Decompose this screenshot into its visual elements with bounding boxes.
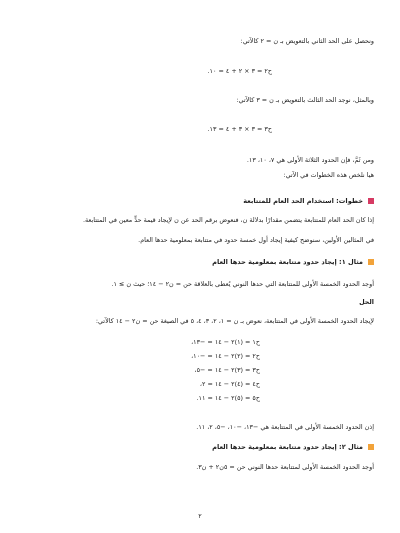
orange-square-bullet-icon	[368, 444, 374, 450]
paragraph-substitution: لإيجاد الحدود الخمسة الأولى في المتتابعة، نعوض بـ ن = ١، ٢، ٣، ٤، ٥ في الصيغة حن = ن٢ − ١٤ كالآتي:	[95, 317, 374, 325]
example-heading-2	[212, 442, 374, 452]
equation-term-3: ح٣ = (٣)٢ − ١٤ = −٥،	[194, 366, 260, 374]
paragraph-examples-intro: في المثالين الأولين، سنوضح كيفية إيجاد أول خمسة حدود في متتابعة بمعلومية حدها العام.	[138, 236, 374, 244]
pink-square-bullet-icon	[368, 198, 374, 204]
example-heading-1	[212, 257, 374, 267]
paragraph-example-2-task: أوجد الحدود الخمسة الأولى لمتتابعة حدها النوني حن = ٥ن٢ + ن٣.	[196, 463, 374, 471]
paragraph-first-three-terms: ومن ثَمَّ، فإن الحدود الثلاثة الأولى هي ٧، ١٠، ١٣.	[246, 156, 374, 164]
equation-second-term: ح٢ = ٣ × ٢ + ٤ = ١٠.	[207, 67, 272, 75]
equation-term-2: ح٢ = (٢)٢ − ١٤ = −١٠،	[191, 352, 260, 360]
page-number: ٢	[198, 512, 202, 520]
example-heading-1-text: مثال ١: إيجاد حدود متتابعة بمعلومية حدها العام	[212, 258, 363, 266]
paragraph-first-five-terms: إذن الحدود الخمسة الأولى في المتتابعة هي −١٣، −١٠، −٥، ٢، ١١.	[196, 423, 374, 431]
paragraph-general-term: إذا كان الحد العام للمتتابعة يتضمن مقدارًا بدلالة ن، فنعوض برقم الحد عن ن لإيجاد قيمة حدٍّ معين في المتتابعة.	[82, 216, 374, 224]
paragraph-summary-intro: هيا نلخص هذه الخطوات في الآتي:	[283, 171, 374, 179]
equation-term-4: ح٤ = (٤)٢ − ١٤ = ٢،	[199, 380, 260, 388]
section-heading-steps	[243, 196, 374, 206]
orange-square-bullet-icon	[368, 259, 374, 265]
solution-label: الحل	[359, 298, 374, 306]
equation-third-term: ح٣ = ٣ × ٣ + ٤ = ١٣.	[207, 125, 272, 133]
example-heading-2-text: مثال ٢: إيجاد حدود متتابعة بمعلومية حدها العام	[212, 443, 363, 451]
section-heading-steps-text: خطوات: استخدام الحد العام للمتتابعة	[243, 197, 363, 205]
equation-term-1: ح١ = (١)٢ − ١٤ = −١٣،	[191, 338, 260, 346]
paragraph-second-term: ونحصل على الحد الثاني بالتعويض بـ ن = ٢ كالآتي:	[240, 37, 374, 45]
equation-term-5: ح٥ = (٥)٢ − ١٤ = ١١.	[196, 394, 260, 402]
paragraph-example-1-task: أوجد الحدود الخمسة الأولى للمتتابعة التي حدها النوني يُعطى بالعلاقة حن = ن٢ − ١٤؛ حيث ن ≥ ١.	[111, 280, 374, 288]
paragraph-third-term: وبالمثل، نوجد الحد الثالث بالتعويض بـ ن = ٣ كالآتي:	[236, 96, 374, 104]
